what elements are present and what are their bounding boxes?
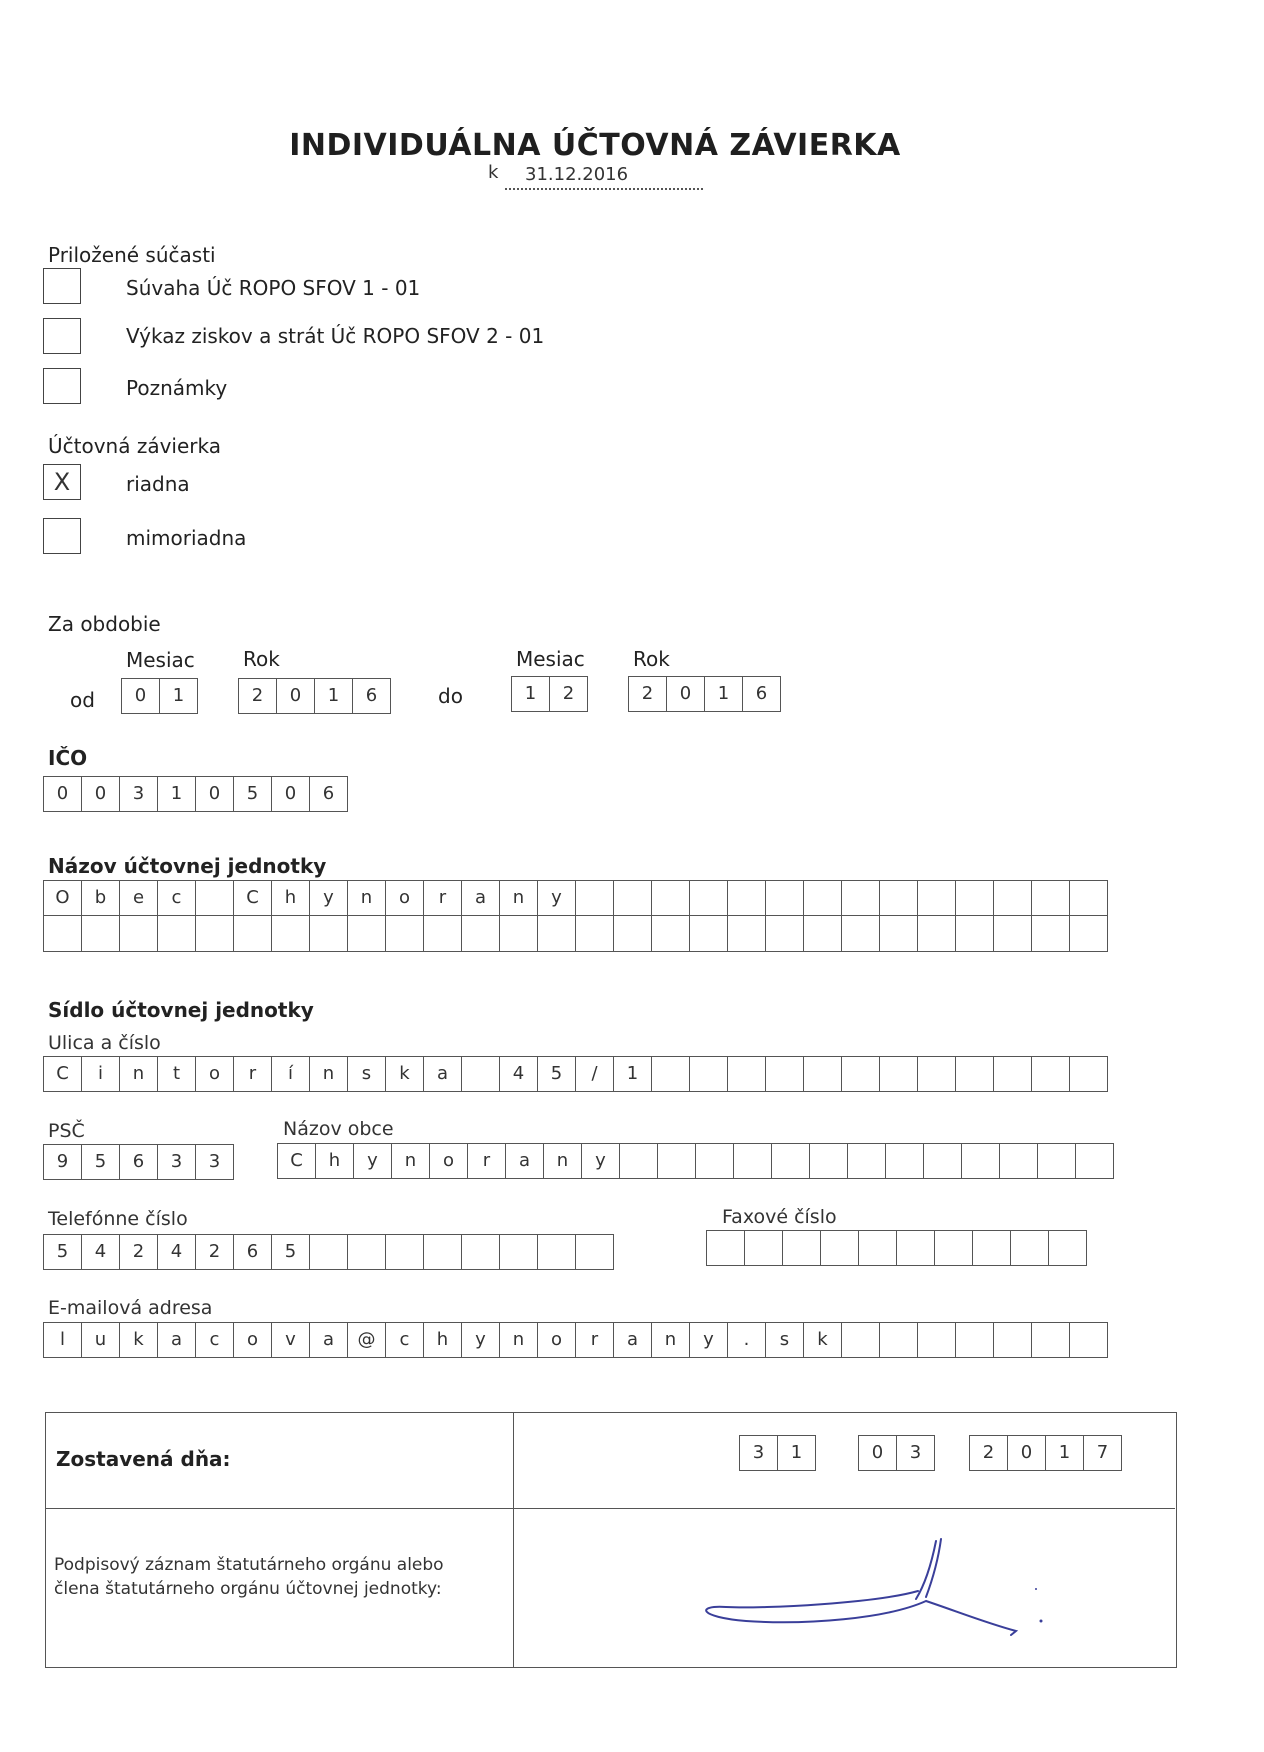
street-label: Ulica a číslo: [48, 1032, 161, 1054]
char-cell[interactable]: 3: [195, 1144, 234, 1180]
char-cell[interactable]: 2: [195, 1234, 234, 1270]
phone-boxes[interactable]: [43, 1234, 614, 1270]
seat-label: Sídlo účtovnej jednotky: [48, 998, 314, 1022]
char-cell[interactable]: [651, 880, 690, 916]
char-cell[interactable]: [499, 916, 538, 952]
email-label: E-mailová adresa: [48, 1297, 213, 1319]
char-cell[interactable]: [771, 1143, 810, 1179]
char-cell[interactable]: [347, 1234, 386, 1270]
digit-cell[interactable]: 2: [628, 676, 667, 712]
psc-boxes[interactable]: [43, 1144, 234, 1180]
char-cell[interactable]: y: [309, 880, 348, 916]
digit-cell[interactable]: 6: [742, 676, 781, 712]
char-cell[interactable]: a: [309, 1322, 348, 1358]
char-cell[interactable]: 3: [157, 1144, 196, 1180]
digit-cell[interactable]: 1: [159, 678, 198, 714]
char-cell[interactable]: [689, 916, 728, 952]
char-cell[interactable]: [923, 1143, 962, 1179]
town-label: Názov obce: [283, 1118, 394, 1140]
label-extraordinary: mimoriadna: [126, 526, 247, 550]
char-cell[interactable]: [879, 880, 918, 916]
signature-instruction: Podpisový záznam štatutárneho orgánu alebo člena štatutárneho orgánu účtovnej jednotky:: [54, 1555, 444, 1599]
char-cell[interactable]: [727, 916, 766, 952]
char-cell[interactable]: [461, 1056, 500, 1092]
char-cell[interactable]: [727, 880, 766, 916]
char-cell[interactable]: [461, 916, 500, 952]
char-cell[interactable]: r: [575, 1322, 614, 1358]
char-cell[interactable]: [841, 1322, 880, 1358]
document-title: INDIVIDUÁLNA ÚČTOVNÁ ZÁVIERKA: [289, 128, 901, 163]
char-cell[interactable]: h: [315, 1143, 354, 1179]
char-cell[interactable]: [651, 916, 690, 952]
char-cell[interactable]: [499, 1234, 538, 1270]
entity-name-boxes-row1[interactable]: [43, 880, 1108, 916]
char-cell[interactable]: [727, 1056, 766, 1092]
char-cell[interactable]: [157, 916, 196, 952]
char-cell[interactable]: r: [423, 880, 462, 916]
char-cell[interactable]: 9: [43, 1144, 82, 1180]
char-cell[interactable]: n: [347, 880, 386, 916]
to-year-label: Rok: [633, 647, 670, 671]
date-prefix: k: [488, 162, 499, 183]
section-divider-vertical: [513, 1413, 514, 1667]
to-year-boxes[interactable]: [628, 676, 781, 712]
char-cell[interactable]: 5: [537, 1056, 576, 1092]
char-cell[interactable]: a: [423, 1056, 462, 1092]
char-cell[interactable]: [309, 1234, 348, 1270]
char-cell[interactable]: C: [277, 1143, 316, 1179]
digit-cell[interactable]: 6: [352, 678, 391, 714]
char-cell[interactable]: n: [499, 1322, 538, 1358]
fax-boxes[interactable]: [706, 1230, 1087, 1266]
char-cell[interactable]: s: [765, 1322, 804, 1358]
checkbox-extraordinary[interactable]: [43, 518, 81, 554]
char-cell[interactable]: [896, 1230, 935, 1266]
char-cell[interactable]: a: [613, 1322, 652, 1358]
char-cell[interactable]: 6: [233, 1234, 272, 1270]
char-cell[interactable]: @: [347, 1322, 386, 1358]
char-cell[interactable]: y: [353, 1143, 392, 1179]
char-cell[interactable]: [955, 880, 994, 916]
checkbox-notes[interactable]: [43, 368, 81, 404]
date-dotted-line: [505, 188, 703, 190]
label-notes: Poznámky: [126, 376, 228, 400]
char-cell[interactable]: [385, 916, 424, 952]
char-cell[interactable]: [657, 1143, 696, 1179]
char-cell[interactable]: t: [157, 1056, 196, 1092]
char-cell[interactable]: [993, 1322, 1032, 1358]
char-cell[interactable]: [423, 916, 462, 952]
signature-image: [686, 1531, 1106, 1641]
char-cell[interactable]: [461, 1234, 500, 1270]
char-cell[interactable]: [347, 916, 386, 952]
char-cell[interactable]: [1037, 1143, 1076, 1179]
char-cell[interactable]: h: [271, 880, 310, 916]
char-cell[interactable]: n: [391, 1143, 430, 1179]
char-cell[interactable]: [879, 1056, 918, 1092]
char-cell[interactable]: 4: [157, 1234, 196, 1270]
char-cell[interactable]: [1031, 1322, 1070, 1358]
char-cell[interactable]: h: [423, 1322, 462, 1358]
digit-cell[interactable]: 1: [511, 676, 550, 712]
char-cell[interactable]: 6: [119, 1144, 158, 1180]
char-cell[interactable]: [613, 916, 652, 952]
char-cell[interactable]: [43, 916, 82, 952]
from-month-label: Mesiac: [126, 648, 195, 672]
char-cell[interactable]: [385, 1234, 424, 1270]
char-cell[interactable]: a: [157, 1322, 196, 1358]
ico-boxes[interactable]: [43, 776, 348, 812]
char-cell[interactable]: y: [537, 880, 576, 916]
char-cell[interactable]: [613, 880, 652, 916]
char-cell[interactable]: [993, 916, 1032, 952]
parts-heading: Priložené súčasti: [48, 243, 216, 267]
char-cell[interactable]: [961, 1143, 1000, 1179]
digit-cell[interactable]: 0: [121, 678, 160, 714]
char-cell[interactable]: a: [461, 880, 500, 916]
char-cell[interactable]: [651, 1056, 690, 1092]
char-cell[interactable]: [765, 880, 804, 916]
char-cell[interactable]: [879, 916, 918, 952]
char-cell[interactable]: n: [543, 1143, 582, 1179]
char-cell[interactable]: [993, 880, 1032, 916]
char-cell[interactable]: [1075, 1143, 1114, 1179]
char-cell[interactable]: k: [803, 1322, 842, 1358]
char-cell[interactable]: 4: [499, 1056, 538, 1092]
char-cell[interactable]: [195, 880, 234, 916]
compiled-month-boxes[interactable]: [858, 1435, 935, 1471]
digit-cell[interactable]: 1: [704, 676, 743, 712]
char-cell[interactable]: 2: [119, 1234, 158, 1270]
email-boxes[interactable]: [43, 1322, 1108, 1358]
char-cell[interactable]: [81, 916, 120, 952]
closing-type-heading: Účtovná závierka: [48, 434, 221, 458]
char-cell[interactable]: [689, 880, 728, 916]
char-cell[interactable]: c: [195, 1322, 234, 1358]
char-cell[interactable]: [575, 1234, 614, 1270]
char-cell[interactable]: [879, 1322, 918, 1358]
label-balance-sheet: Súvaha Úč ROPO SFOV 1 - 01: [126, 276, 421, 300]
char-cell[interactable]: [423, 1234, 462, 1270]
char-cell[interactable]: [917, 1056, 956, 1092]
period-heading: Za obdobie: [48, 612, 161, 636]
char-cell[interactable]: y: [689, 1322, 728, 1358]
to-month-boxes[interactable]: [511, 676, 588, 712]
checkbox-regular[interactable]: X: [43, 464, 81, 500]
char-cell[interactable]: [934, 1230, 973, 1266]
char-cell[interactable]: r: [467, 1143, 506, 1179]
char-cell[interactable]: [695, 1143, 734, 1179]
char-cell[interactable]: [537, 1234, 576, 1270]
digit-cell[interactable]: 2: [969, 1435, 1008, 1471]
to-month-label: Mesiac: [516, 647, 585, 671]
char-cell[interactable]: [195, 916, 234, 952]
section-divider-horizontal: [46, 1508, 1175, 1509]
street-boxes[interactable]: [43, 1056, 1108, 1092]
char-cell[interactable]: [847, 1143, 886, 1179]
char-cell[interactable]: [619, 1143, 658, 1179]
char-cell[interactable]: 5: [43, 1234, 82, 1270]
char-cell[interactable]: [233, 916, 272, 952]
to-label: do: [438, 684, 463, 708]
char-cell[interactable]: k: [119, 1322, 158, 1358]
char-cell[interactable]: [575, 880, 614, 916]
char-cell[interactable]: [1048, 1230, 1087, 1266]
digit-cell[interactable]: 3: [896, 1435, 935, 1471]
char-cell[interactable]: u: [81, 1322, 120, 1358]
char-cell[interactable]: [803, 1056, 842, 1092]
char-cell[interactable]: [858, 1230, 897, 1266]
char-cell[interactable]: k: [385, 1056, 424, 1092]
char-cell[interactable]: [955, 1056, 994, 1092]
char-cell[interactable]: [820, 1230, 859, 1266]
char-cell[interactable]: [1069, 916, 1108, 952]
from-year-boxes[interactable]: [238, 678, 391, 714]
from-month-boxes[interactable]: [121, 678, 198, 714]
char-cell[interactable]: [744, 1230, 783, 1266]
char-cell[interactable]: C: [43, 1056, 82, 1092]
char-cell[interactable]: [1069, 1322, 1108, 1358]
char-cell[interactable]: [917, 916, 956, 952]
char-cell[interactable]: [537, 916, 576, 952]
char-cell[interactable]: [1031, 880, 1070, 916]
char-cell[interactable]: 0: [195, 776, 234, 812]
town-boxes[interactable]: [277, 1143, 1114, 1179]
char-cell[interactable]: [841, 916, 880, 952]
char-cell[interactable]: [119, 916, 158, 952]
char-cell[interactable]: [955, 1322, 994, 1358]
char-cell[interactable]: n: [309, 1056, 348, 1092]
char-cell[interactable]: s: [347, 1056, 386, 1092]
char-cell[interactable]: o: [233, 1322, 272, 1358]
digit-cell[interactable]: 1: [314, 678, 353, 714]
char-cell[interactable]: [841, 880, 880, 916]
char-cell[interactable]: [1069, 1056, 1108, 1092]
char-cell[interactable]: 0: [81, 776, 120, 812]
char-cell[interactable]: /: [575, 1056, 614, 1092]
entity-name-label: Názov účtovnej jednotky: [48, 854, 327, 878]
char-cell[interactable]: [955, 916, 994, 952]
char-cell[interactable]: y: [461, 1322, 500, 1358]
char-cell[interactable]: 5: [271, 1234, 310, 1270]
entity-name-boxes-row2[interactable]: [43, 916, 1108, 951]
char-cell[interactable]: v: [271, 1322, 310, 1358]
char-cell[interactable]: b: [81, 880, 120, 916]
char-cell[interactable]: [917, 1322, 956, 1358]
checkbox-income-statement[interactable]: [43, 318, 81, 354]
char-cell[interactable]: [1031, 1056, 1070, 1092]
char-cell[interactable]: o: [537, 1322, 576, 1358]
char-cell[interactable]: [993, 1056, 1032, 1092]
closing-date: 31.12.2016: [525, 164, 629, 185]
digit-cell[interactable]: 2: [549, 676, 588, 712]
char-cell[interactable]: o: [195, 1056, 234, 1092]
digit-cell[interactable]: 0: [276, 678, 315, 714]
char-cell[interactable]: [803, 916, 842, 952]
signature-section: [45, 1412, 1177, 1668]
char-cell[interactable]: [885, 1143, 924, 1179]
char-cell[interactable]: [765, 1056, 804, 1092]
ico-label: IČO: [48, 746, 88, 770]
char-cell[interactable]: 1: [613, 1056, 652, 1092]
from-year-label: Rok: [243, 647, 280, 671]
digit-cell[interactable]: 3: [739, 1435, 778, 1471]
digit-cell[interactable]: 2: [238, 678, 277, 714]
label-regular: riadna: [126, 472, 190, 496]
char-cell[interactable]: í: [271, 1056, 310, 1092]
char-cell[interactable]: [1069, 880, 1108, 916]
char-cell[interactable]: y: [581, 1143, 620, 1179]
char-cell[interactable]: [809, 1143, 848, 1179]
char-cell[interactable]: [706, 1230, 745, 1266]
char-cell[interactable]: 3: [119, 776, 158, 812]
char-cell[interactable]: 1: [157, 776, 196, 812]
char-cell[interactable]: O: [43, 880, 82, 916]
digit-cell[interactable]: 1: [1045, 1435, 1084, 1471]
label-income-statement: Výkaz ziskov a strát Úč ROPO SFOV 2 - 01: [126, 324, 545, 348]
char-cell[interactable]: i: [81, 1056, 120, 1092]
digit-cell[interactable]: 0: [1007, 1435, 1046, 1471]
char-cell[interactable]: 6: [309, 776, 348, 812]
char-cell[interactable]: o: [429, 1143, 468, 1179]
char-cell[interactable]: o: [385, 880, 424, 916]
digit-cell[interactable]: 1: [777, 1435, 816, 1471]
char-cell[interactable]: 4: [81, 1234, 120, 1270]
char-cell[interactable]: 0: [271, 776, 310, 812]
char-cell[interactable]: [271, 916, 310, 952]
fax-label: Faxové číslo: [722, 1206, 837, 1228]
char-cell[interactable]: [765, 916, 804, 952]
phone-label: Telefónne číslo: [48, 1208, 188, 1230]
char-cell[interactable]: [1031, 916, 1070, 952]
char-cell[interactable]: 0: [43, 776, 82, 812]
checkbox-balance-sheet[interactable]: [43, 268, 81, 304]
char-cell[interactable]: n: [119, 1056, 158, 1092]
char-cell[interactable]: c: [157, 880, 196, 916]
char-cell[interactable]: n: [651, 1322, 690, 1358]
char-cell[interactable]: [733, 1143, 772, 1179]
char-cell[interactable]: [575, 916, 614, 952]
char-cell[interactable]: r: [233, 1056, 272, 1092]
compiled-day-boxes[interactable]: [739, 1435, 816, 1471]
char-cell[interactable]: n: [499, 880, 538, 916]
char-cell[interactable]: 5: [233, 776, 272, 812]
char-cell[interactable]: [917, 880, 956, 916]
char-cell[interactable]: [309, 916, 348, 952]
char-cell[interactable]: .: [727, 1322, 766, 1358]
char-cell[interactable]: e: [119, 880, 158, 916]
char-cell[interactable]: [999, 1143, 1038, 1179]
compiled-year-boxes[interactable]: [969, 1435, 1122, 1471]
char-cell[interactable]: 5: [81, 1144, 120, 1180]
psc-label: PSČ: [48, 1120, 85, 1142]
char-cell[interactable]: [1010, 1230, 1049, 1266]
digit-cell[interactable]: 7: [1083, 1435, 1122, 1471]
digit-cell[interactable]: 0: [666, 676, 705, 712]
compiled-date-label: Zostavená dňa:: [56, 1447, 231, 1471]
char-cell[interactable]: [841, 1056, 880, 1092]
digit-cell[interactable]: 0: [858, 1435, 897, 1471]
char-cell[interactable]: [689, 1056, 728, 1092]
char-cell[interactable]: c: [385, 1322, 424, 1358]
char-cell[interactable]: [972, 1230, 1011, 1266]
char-cell[interactable]: C: [233, 880, 272, 916]
char-cell[interactable]: a: [505, 1143, 544, 1179]
char-cell[interactable]: [782, 1230, 821, 1266]
char-cell[interactable]: l: [43, 1322, 82, 1358]
from-label: od: [70, 688, 95, 712]
char-cell[interactable]: [803, 880, 842, 916]
